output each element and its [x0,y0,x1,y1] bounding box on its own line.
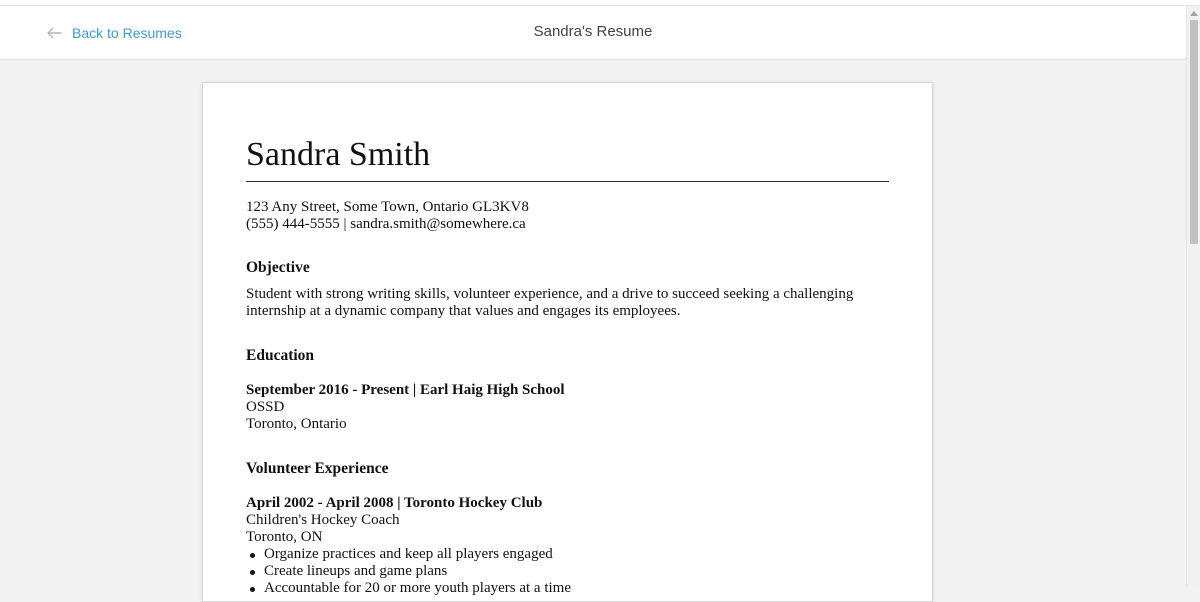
resume-document [202,82,933,602]
education-entry-location: Toronto, Ontario [246,416,347,432]
volunteer-duties-list [246,546,889,597]
list-item: Create lineups and game plans [246,563,889,580]
volunteer-entry [246,495,889,597]
contact-phone-email: (555) 444-5555 | sandra.smith@somewhere.ca [246,216,526,232]
education-heading: Education [246,347,315,364]
volunteer-entry-title: April 2002 - April 2008 | Toronto Hockey Club [246,495,543,511]
list-item: Organize practices and keep all players engaged [246,546,889,563]
page-title: Sandra's Resume [533,23,653,40]
list-item: Accountable for 20 or more youth players at a time [246,580,889,597]
volunteer-heading: Volunteer Experience [246,460,389,477]
resume-name: Sandra Smith [246,133,889,182]
volunteer-entry-role: Children's Hockey Coach [246,512,400,528]
volunteer-entry-location: Toronto, ON [246,529,323,545]
education-entry-diploma: OSSD [246,399,285,415]
objective-text: Student with strong writing skills, volunteer experience, and a drive to succeed seeking a challenging internship at a dynamic company that values and engages its employees. [246,286,854,319]
education-entry-title: September 2016 - Present | Earl Haig High School [246,382,565,398]
objective-heading: Objective [246,259,310,276]
back-link-label: Back to Resumes [72,25,182,41]
app-header [0,6,1186,60]
contact-info [246,199,889,233]
contact-address: 123 Any Street, Some Town, Ontario GL3KV8 [246,199,529,215]
scrollbar-thumb[interactable] [1190,20,1198,244]
vertical-scrollbar[interactable] [1186,6,1200,587]
scroll-up-arrow-icon[interactable] [1187,6,1200,20]
education-entry [246,382,889,433]
